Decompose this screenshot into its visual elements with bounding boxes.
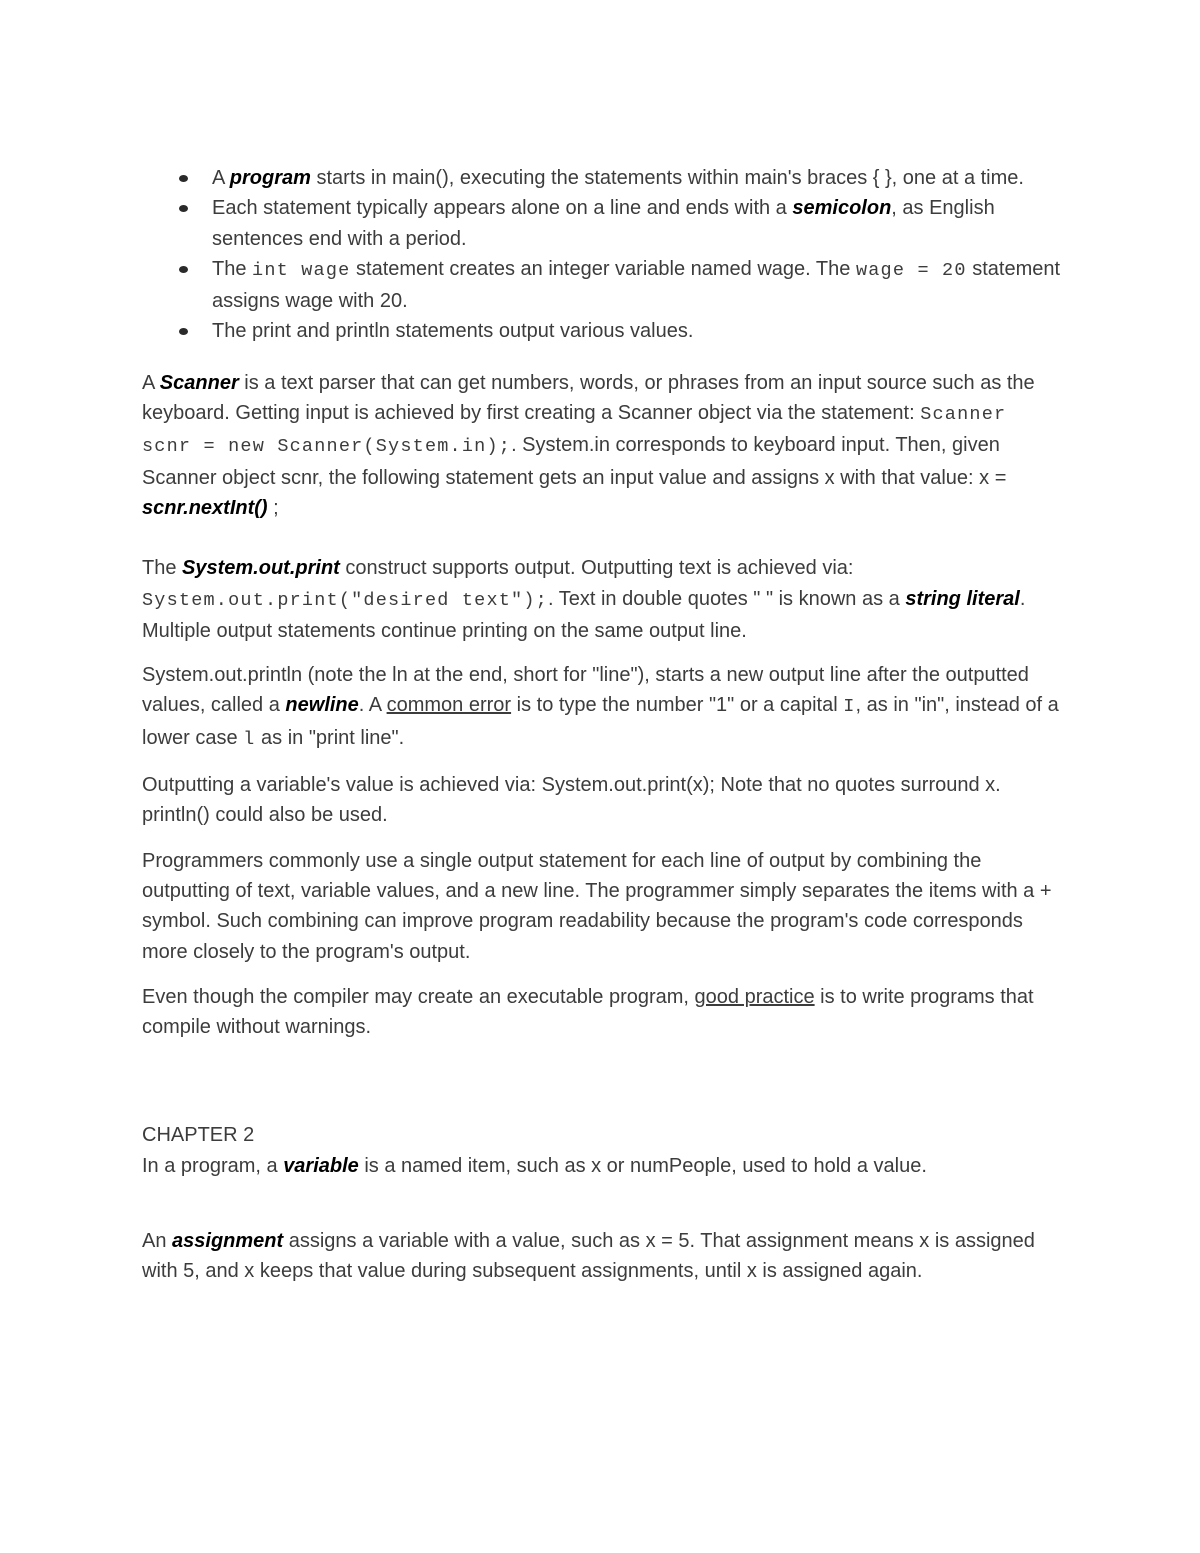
bullet-list	[142, 163, 1067, 347]
text-run: System.out.println (note the ln at the end, short for "line"), starts a new output line after the outputted values, called a	[142, 664, 1029, 717]
term-variable: variable	[283, 1154, 359, 1177]
good-practice-paragraph	[142, 982, 1067, 1043]
text-run: . Multiple output statements continue printing on the same output line.	[142, 587, 1026, 642]
text-run: A	[142, 371, 160, 394]
code-wage-assign: wage = 20	[855, 259, 967, 281]
text-run: starts in main(), executing the statements within main's braces { }, one at a time.	[310, 167, 1024, 189]
term-string-literal: string literal	[905, 587, 1020, 610]
println-paragraph	[142, 660, 1067, 755]
term-system-out-print: System.out.print	[182, 557, 340, 580]
good-practice-link[interactable]: good practice	[694, 985, 815, 1008]
bullet-icon	[179, 328, 188, 335]
list-item	[212, 254, 1067, 317]
text-run: , as English sentences end with a period.	[212, 197, 995, 250]
text-run: . Text in double quotes " " is known as a	[547, 587, 906, 610]
variable-paragraph	[142, 1151, 1067, 1181]
text-run: is a named item, such as x or numPeople, used to hold a value.	[358, 1154, 927, 1177]
scanner-paragraph	[142, 368, 1067, 523]
text-run: A	[212, 167, 230, 189]
text-run: is a text parser that can get numbers, words, or phrases from an input source such as the keyboard. Getting input is achieved by first creating a Scanner object via the statement:	[142, 371, 1035, 425]
text-run: . A	[358, 694, 387, 717]
term-semicolon: semicolon	[792, 197, 892, 220]
combining-paragraph: Programmers commonly use a single output statement for each line of output by combining the outputting of text, variable values, and a new line. The programmer simply separates the items with a + symbol. Such combining can improve program readability because the program's code corresponds more closely to the program's output.	[142, 849, 1052, 963]
bullet-icon	[179, 266, 188, 273]
code-capital-i: I	[843, 696, 856, 718]
text-run: Each statement typically appears alone on a line and ends with a	[212, 197, 793, 220]
text-run: statement assigns wage with 20.	[212, 257, 1061, 313]
term-scanner: Scanner	[159, 371, 239, 394]
text-run: ;	[267, 496, 279, 519]
text-run: Even though the compiler may create an executable program,	[142, 985, 695, 1008]
text-run: The	[212, 257, 253, 280]
text-run: In a program, a	[142, 1154, 284, 1177]
term-newline: newline	[285, 694, 359, 717]
term-assignment: assignment	[172, 1230, 284, 1253]
text-run: The print and println statements output various values.	[212, 320, 694, 343]
assignment-paragraph	[142, 1226, 1067, 1287]
list-item	[212, 193, 1067, 254]
variable-output-paragraph: Outputting a variable's value is achieved via: System.out.print(x); Note that no quotes surround x. println() could also be used.	[142, 774, 1001, 827]
list-item	[212, 163, 1067, 193]
code-int-wage: int wage	[252, 259, 351, 281]
text-run: assigns a variable with a value, such as x = 5. That assignment means x is assigned with 5, and x keeps that value during subsequent assignments, until x is assigned again.	[142, 1230, 1035, 1283]
chapter-heading: CHAPTER 2	[142, 1124, 255, 1147]
term-program: program	[229, 167, 311, 189]
print-paragraph	[142, 553, 1067, 646]
text-run: , as in "in", instead of a lower case	[142, 694, 1059, 749]
code-lowercase-l: l	[243, 728, 256, 750]
code-print-call: System.out.print("desired text");	[142, 589, 548, 611]
bullet-icon	[179, 175, 188, 182]
bullet-icon	[179, 205, 188, 212]
list-item	[212, 316, 1067, 346]
text-run: is to type the number "1" or a capital	[511, 694, 844, 717]
text-run: is to write programs that compile without warnings.	[142, 985, 1034, 1039]
text-run: An	[142, 1230, 173, 1253]
term-nextint: scnr.nextInt()	[142, 496, 268, 519]
text-run: construct supports output. Outputting text is achieved via:	[339, 557, 854, 580]
document-body	[142, 163, 1067, 1287]
text-run: . System.in corresponds to keyboard input. Then, given Scanner object scnr, the following statement gets an input value and assigns x with that value: x =	[142, 434, 1007, 489]
text-run: as in "print line".	[255, 726, 405, 749]
code-scanner-decl: Scanner scnr = new Scanner(System.in);	[142, 404, 1007, 458]
text-run: The	[142, 557, 183, 580]
text-run: statement creates an integer variable named wage. The	[350, 257, 856, 280]
common-error-link[interactable]: common error	[386, 694, 512, 717]
